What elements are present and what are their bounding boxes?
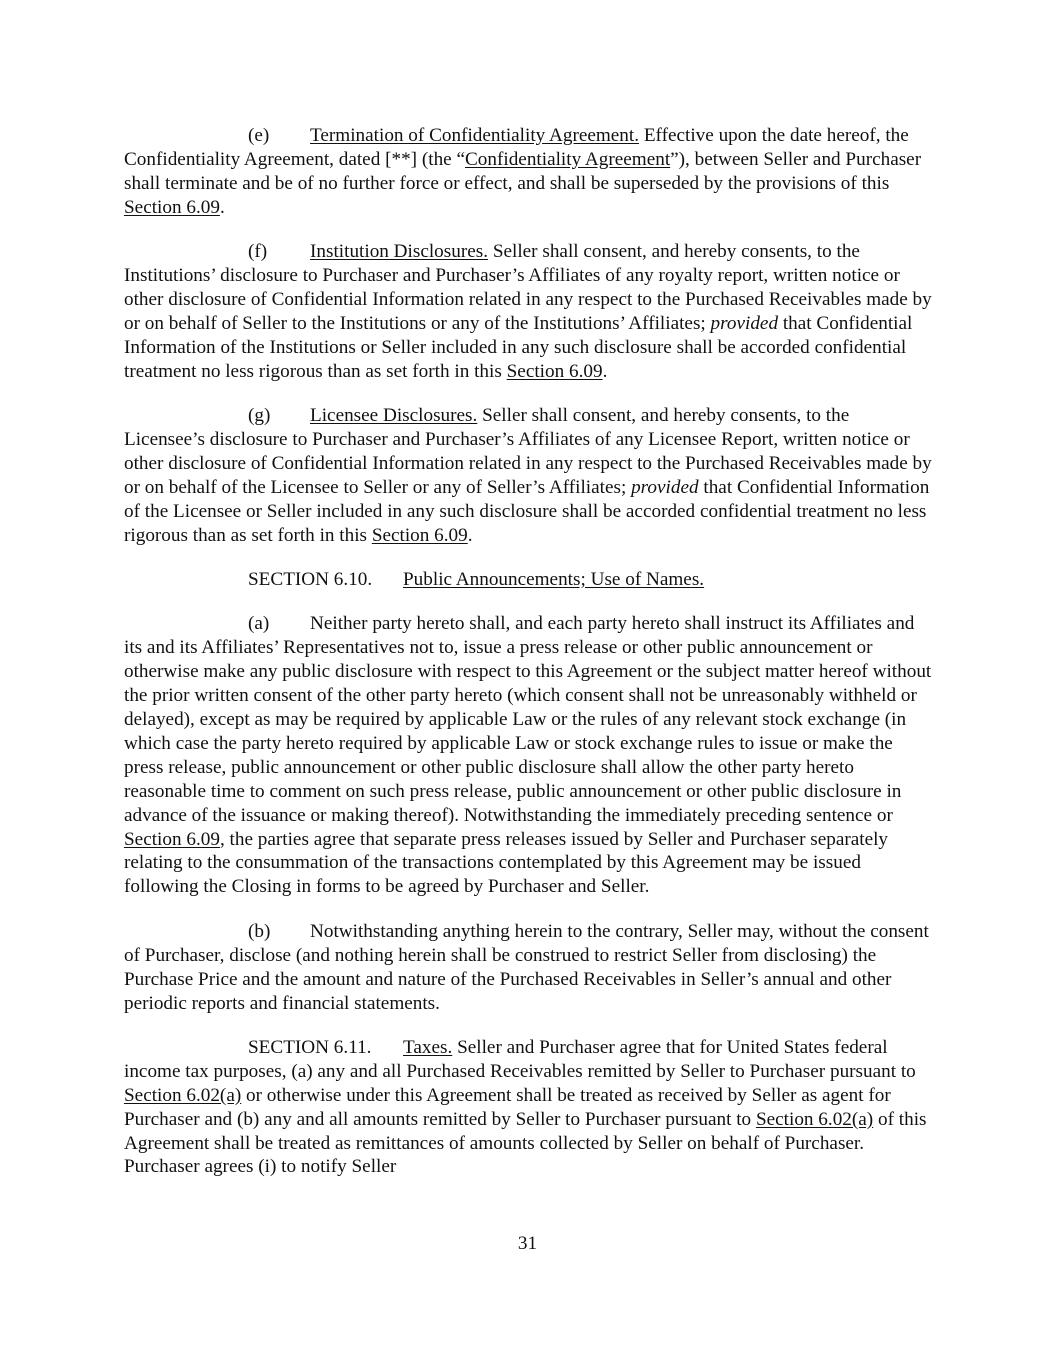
paragraph-b xyxy=(124,920,934,1016)
section-reference: Section 6.09 xyxy=(371,524,468,546)
paragraph-f xyxy=(124,240,934,383)
paragraph-e xyxy=(124,124,934,220)
defined-term: Confidentiality Agreement xyxy=(465,148,671,170)
section-reference: Section 6.09 xyxy=(124,828,220,850)
italic-term: provided xyxy=(710,312,779,334)
section-reference: Section 6.02(a) xyxy=(755,1108,874,1130)
paragraph-text: Seller and Purchaser agree that for United States federal income tax purposes, (a) any and all Purchased Receivables remitted by Seller to Purchaser pursuant to xyxy=(124,1036,916,1082)
paragraph-label: (a) xyxy=(248,613,270,635)
paragraph-label: (f) xyxy=(248,241,268,263)
section-reference: Section 6.02(a) xyxy=(124,1084,242,1106)
paragraph-text: or otherwise under this Agreement shall be treated as received by Seller as agent for Purchaser and (b) any and all amounts remitted by Seller to Purchaser pursuant to xyxy=(124,1084,891,1130)
paragraph-text: Seller shall consent, and hereby consents, to the Institutions’ disclosure to Purchaser and Purchaser’s Affiliates of any royalty report, written notice or other disclosure of Confidential Information related in any respect to the Purchased Receivables made by or on behalf of Seller to the Institutions or any of the Institutions’ Affiliates; xyxy=(124,241,932,334)
paragraph-heading: Institution Disclosures. xyxy=(310,241,489,263)
section-6-11 xyxy=(124,1036,934,1179)
paragraph-text: Neither party hereto shall, and each party hereto shall instruct its Affiliates and its and its Affiliates’ Representatives not to, issue a press release or other public announcement or otherwise make any public disclosure with respect to this Agreement or the subject matter hereof without the prior written consent of the other party hereto (which consent shall not be unreasonably withheld or delayed), except as may be required by applicable Law or the rules of any relevant stock exchange (in which case the party hereto required by applicable Law or stock exchange rules to issue or make the press release, public announcement or other public disclosure shall allow the other party hereto reasonable time to comment on such press release, public announcement or other public disclosure in advance of the issuance or making thereof). Notwithstanding the immediately preceding sentence or xyxy=(124,613,932,826)
section-reference: Section 6.09 xyxy=(124,196,220,218)
paragraph-text: of this Agreement shall be treated as remittances of amounts collected by Seller on behalf of Purchaser. Purchaser agrees (i) to notify Seller xyxy=(124,1108,927,1178)
paragraph-label: (e) xyxy=(248,125,270,146)
paragraph-text: Effective upon the date hereof, the Confidentiality Agreement, dated [**] (the “ xyxy=(124,125,909,170)
paragraph-text: ”), between Seller and Purchaser shall terminate and be of no further force or effect, and shall be superseded by the provisions of this xyxy=(124,148,922,194)
paragraph-heading: Licensee Disclosures. xyxy=(310,405,478,427)
paragraph-text: Notwithstanding anything herein to the contrary, Seller may, without the consent of Purchaser, disclose (and nothing herein shall be construed to restrict Seller from disclosing) the Purchase Price and the amount and nature of the Purchased Receivables in Seller’s annual and other periodic reports and financial statements. xyxy=(124,920,929,1014)
italic-term: provided xyxy=(631,476,699,498)
paragraph-heading: Termination of Confidentiality Agreement. xyxy=(310,125,640,146)
paragraph-text: . xyxy=(467,524,473,546)
paragraph-text: , the parties agree that separate press releases issued by Seller and Purchaser separately relating to the consummation of the transactions contemplated by this Agreement may be issued following the Closing in forms to be agreed by Purchaser and Seller. xyxy=(124,828,889,898)
paragraph-label: (g) xyxy=(248,405,271,427)
paragraph-text: . xyxy=(602,360,608,382)
section-title: Taxes. xyxy=(403,1036,453,1058)
section-number: SECTION 6.11. xyxy=(248,1036,372,1058)
section-6-10-heading xyxy=(124,568,934,592)
paragraph-text: Seller shall consent, and hereby consents, to the Licensee’s disclosure to Purchaser and Purchaser’s Affiliates of any Licensee Report, written notice or other disclosure of Confidential Information related in any respect to the Purchased Receivables made by or on behalf of the Licensee to Seller or any of Seller’s Affiliates; xyxy=(124,405,932,498)
paragraph-text: . xyxy=(219,196,225,218)
paragraph-label: (b) xyxy=(248,920,271,942)
paragraph-g xyxy=(124,404,934,547)
paragraph-text: that Confidential Information of the Licensee or Seller included in any such disclosure shall be accorded confidential treatment no less rigorous than as set forth in this xyxy=(124,476,930,546)
section-reference: Section 6.09 xyxy=(506,360,603,382)
section-title: Public Announcements; Use of Names. xyxy=(403,569,705,590)
section-number: SECTION 6.10. xyxy=(248,569,373,590)
document-page xyxy=(124,124,934,1200)
paragraph-text: that Confidential Information of the Institutions or Seller included in any such disclosure shall be accorded confidential treatment no less rigorous than as set forth in this xyxy=(124,312,913,382)
page-number: 31 xyxy=(517,1233,538,1254)
paragraph-a xyxy=(124,612,934,899)
